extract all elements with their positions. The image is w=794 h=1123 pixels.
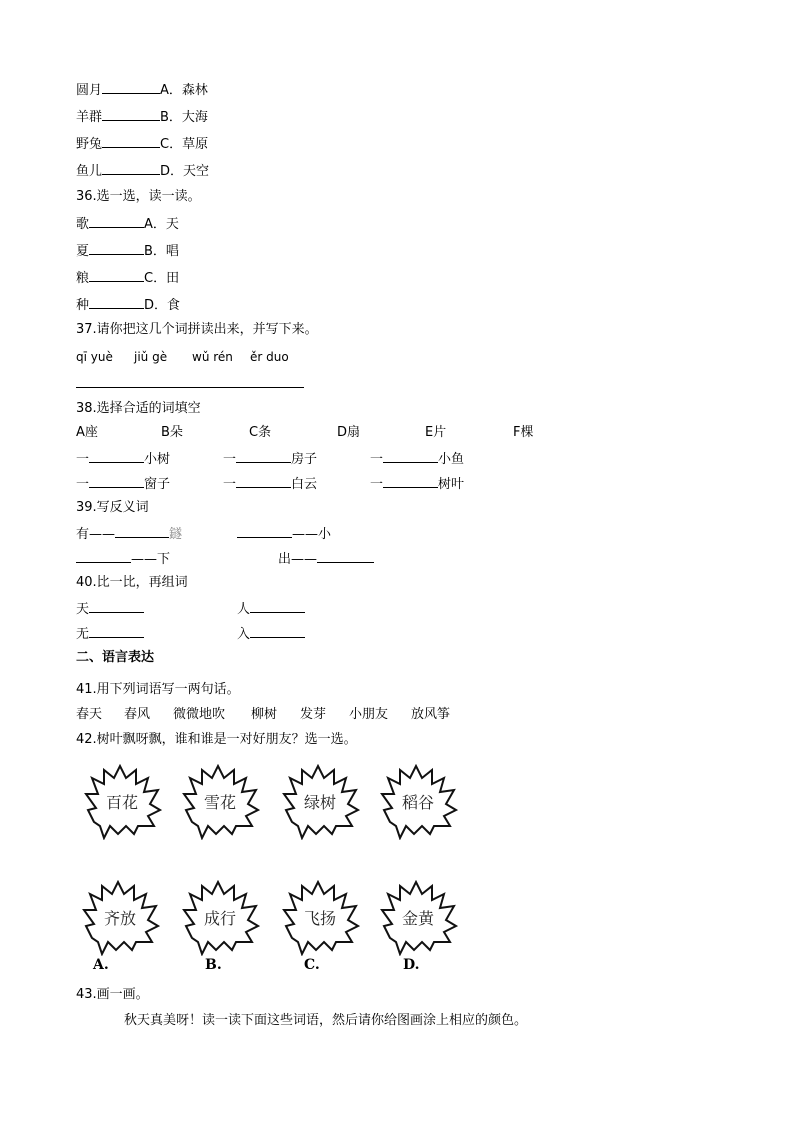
q36-row-4 — [76, 295, 180, 315]
answer-blank[interactable] — [102, 107, 160, 121]
q37-title: 37.请你把这几个词拼读出来，并写下来。 — [76, 322, 318, 337]
q38-option-f: F棵 — [513, 425, 534, 440]
answer-blank[interactable] — [115, 524, 169, 538]
option-label-a: A. — [93, 957, 109, 973]
q36-title: 36.选一选，读一读。 — [76, 189, 201, 204]
answer-blank[interactable] — [190, 374, 248, 388]
measure-prefix: 一 — [76, 477, 90, 492]
answer-blank[interactable] — [102, 161, 160, 175]
answer-blank[interactable] — [250, 599, 305, 613]
leaf-word: 绿树 — [303, 793, 336, 812]
q36-row-2 — [76, 241, 179, 261]
q36-right: D．食 — [144, 298, 181, 313]
leaf-word: 成行 — [203, 909, 236, 928]
answer-blank[interactable] — [383, 474, 438, 488]
q37-pinyin-4: ěr duo — [250, 350, 289, 364]
antonym-right: ——小 — [292, 527, 332, 542]
antonym-right: ——下 — [131, 552, 171, 567]
answer-blank[interactable] — [89, 268, 144, 282]
q40-item-3 — [76, 624, 144, 644]
answer-blank[interactable] — [89, 599, 144, 613]
q39-item-b — [237, 524, 331, 544]
match-right: A．森林 — [160, 83, 208, 98]
leaf-word: 雪花 — [203, 793, 236, 812]
answer-blank[interactable] — [250, 624, 305, 638]
match-right: D．天空 — [160, 164, 210, 179]
compare-char: 无 — [76, 627, 90, 642]
q37-answer-line — [76, 374, 304, 394]
answer-blank[interactable] — [317, 549, 374, 563]
answer-blank[interactable] — [89, 449, 144, 463]
leaf-word: 金黄 — [401, 909, 434, 928]
noun: 树叶 — [438, 477, 465, 492]
answer-blank[interactable] — [76, 549, 131, 563]
q38-option-a: A座 — [76, 425, 98, 440]
q36-left: 粮 — [76, 271, 90, 286]
match-row-1 — [76, 80, 208, 100]
q38-row2-item1 — [76, 474, 170, 494]
q36-left: 夏 — [76, 244, 90, 259]
leaf-top-4[interactable] — [378, 764, 458, 839]
measure-prefix: 一 — [370, 477, 384, 492]
q38-row1-item3 — [370, 449, 464, 469]
compare-char: 入 — [237, 627, 251, 642]
q36-right: C．田 — [144, 271, 180, 286]
q41-title: 41.用下列词语写一两句话。 — [76, 682, 240, 697]
q38-title: 38.选择合适的词填空 — [76, 401, 201, 416]
measure-prefix: 一 — [223, 452, 237, 467]
q38-option-c: C条 — [249, 425, 272, 440]
match-row-2 — [76, 107, 208, 127]
measure-prefix: 一 — [370, 452, 384, 467]
match-row-3 — [76, 134, 208, 154]
answer-blank[interactable] — [89, 214, 144, 228]
section-heading: 二、语言表达 — [76, 650, 155, 665]
q36-row-3 — [76, 268, 179, 288]
option-label-b: B. — [205, 957, 222, 973]
q40-item-4 — [237, 624, 305, 644]
q40-item-2 — [237, 599, 305, 619]
match-left: 羊群 — [76, 110, 103, 125]
q39-item-a — [76, 524, 182, 544]
answer-blank[interactable] — [89, 241, 144, 255]
q43-title: 43.画一画。 — [76, 987, 149, 1002]
leaf-top-1[interactable] — [82, 764, 162, 839]
q40-title: 40.比一比，再组词 — [76, 575, 188, 590]
q37-pinyin-2: jiǔ gè — [134, 350, 168, 364]
answer-blank[interactable] — [237, 524, 292, 538]
q40-item-1 — [76, 599, 144, 619]
noun: 小树 — [144, 452, 171, 467]
leaf-bottom-1[interactable] — [80, 880, 160, 955]
leaf-bottom-2[interactable] — [180, 880, 260, 955]
answer-blank[interactable] — [89, 624, 144, 638]
leaf-bottom-4[interactable] — [378, 880, 458, 955]
antonym-left: 有—— — [76, 527, 116, 542]
q39-title: 39.写反义词 — [76, 500, 149, 515]
q38-row1-item2 — [223, 449, 317, 469]
q43-instruction: 秋天真美呀！读一读下面这些词语，然后请你给图画涂上相应的颜色。 — [124, 1013, 528, 1028]
leaf-word: 齐放 — [103, 909, 136, 928]
match-right: C．草原 — [160, 137, 209, 152]
match-left: 野兔 — [76, 137, 103, 152]
q36-left: 种 — [76, 298, 90, 313]
q38-option-d: D扇 — [337, 425, 361, 440]
antonym-tail: 鐩 — [169, 527, 183, 542]
answer-blank[interactable] — [89, 474, 144, 488]
q38-option-b: B朵 — [161, 425, 183, 440]
match-right: B．大海 — [160, 110, 208, 125]
match-left: 鱼儿 — [76, 164, 103, 179]
q41-word-6: 小朋友 — [349, 707, 389, 722]
answer-blank[interactable] — [76, 374, 132, 388]
option-label-d: D. — [403, 957, 420, 973]
answer-blank[interactable] — [236, 449, 291, 463]
answer-blank[interactable] — [248, 374, 304, 388]
q36-row-1 — [76, 214, 179, 234]
leaf-word: 稻谷 — [401, 793, 434, 812]
leaf-word: 飞扬 — [303, 909, 336, 928]
q39-item-c — [76, 549, 170, 569]
q38-row2-item3 — [370, 474, 464, 494]
noun: 房子 — [291, 452, 318, 467]
compare-char: 人 — [237, 602, 251, 617]
q39-item-d — [278, 549, 374, 569]
q41-word-1: 春天 — [76, 707, 103, 722]
compare-char: 天 — [76, 602, 90, 617]
answer-blank[interactable] — [102, 80, 160, 94]
answer-blank[interactable] — [383, 449, 438, 463]
answer-blank[interactable] — [236, 474, 291, 488]
q41-word-7: 放风筝 — [411, 707, 451, 722]
answer-blank[interactable] — [132, 374, 190, 388]
q38-row2-item2 — [223, 474, 317, 494]
option-label-c: C. — [304, 957, 320, 973]
leaf-top-2[interactable] — [180, 764, 260, 839]
match-row-4 — [76, 161, 209, 181]
q41-word-3: 微微地吹 — [173, 707, 226, 722]
noun: 白云 — [291, 477, 318, 492]
measure-prefix: 一 — [76, 452, 90, 467]
leaf-bottom-3[interactable] — [280, 880, 360, 955]
q37-pinyin-1: qī yuè — [76, 350, 113, 364]
match-left: 圆月 — [76, 83, 103, 98]
q41-word-4: 柳树 — [251, 707, 278, 722]
measure-prefix: 一 — [223, 477, 237, 492]
noun: 小鱼 — [438, 452, 465, 467]
q41-word-5: 发芽 — [300, 707, 327, 722]
leaf-word: 百花 — [105, 793, 138, 812]
antonym-left: 出—— — [278, 552, 318, 567]
q36-right: A．天 — [144, 217, 179, 232]
leaf-top-3[interactable] — [280, 764, 360, 839]
q38-row1-item1 — [76, 449, 170, 469]
noun: 窗子 — [144, 477, 171, 492]
q38-option-e: E片 — [425, 425, 447, 440]
answer-blank[interactable] — [89, 295, 144, 309]
answer-blank[interactable] — [102, 134, 160, 148]
q41-word-2: 春风 — [124, 707, 151, 722]
q37-pinyin-3: wǔ rén — [192, 350, 233, 364]
q36-right: B．唱 — [144, 244, 179, 259]
q42-title: 42.树叶飘呀飘，谁和谁是一对好朋友？选一选。 — [76, 732, 357, 747]
q36-left: 歌 — [76, 217, 90, 232]
